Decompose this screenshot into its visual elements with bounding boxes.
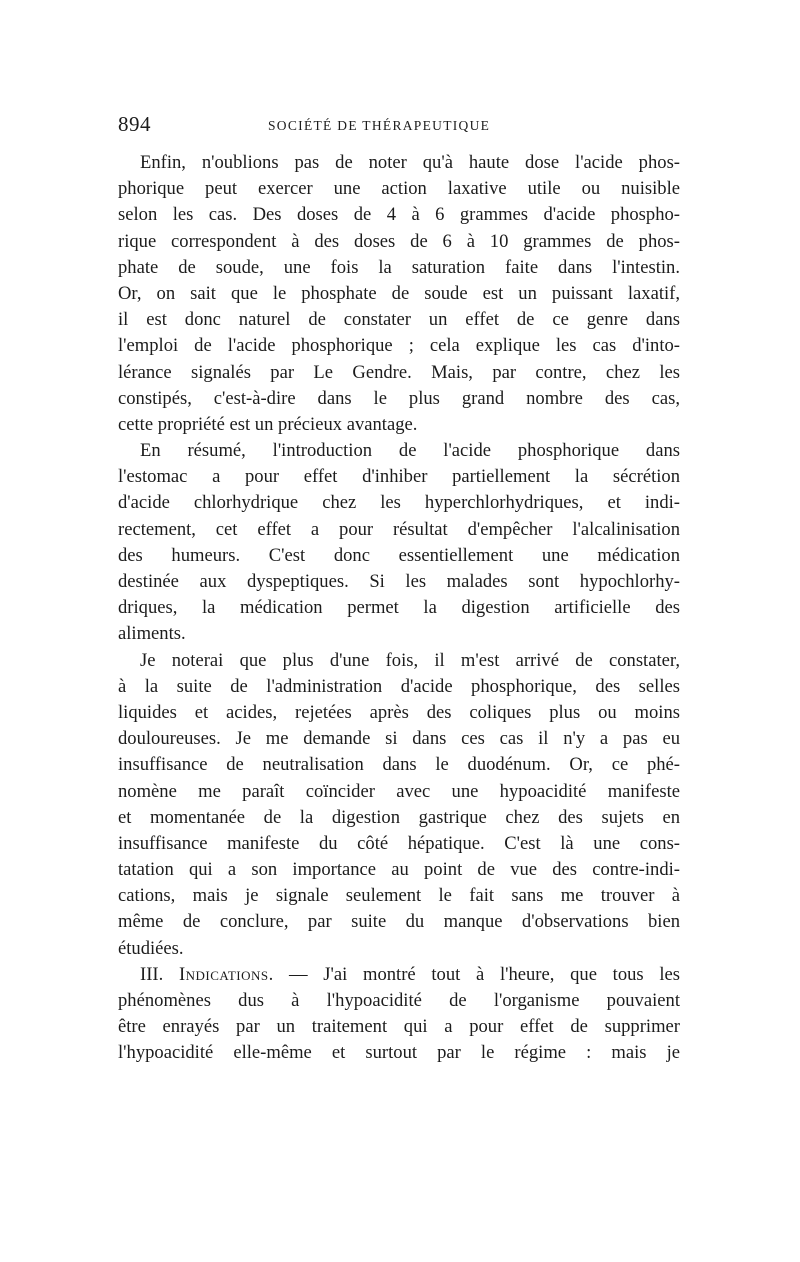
body-text — [118, 150, 680, 1067]
text-line: Enfin, n'oublions pas de noter qu'à haute dose l'acide phos- — [140, 152, 680, 173]
text-line: et momentanée de la digestion gastrique chez des sujets en — [118, 806, 680, 828]
running-head: SOCIÉTÉ DE THÉRAPEUTIQUE — [268, 118, 491, 133]
text-line: driques, la médication permet la digestion artificielle des — [118, 597, 680, 619]
text-line: Or, on sait que le phosphate de soude est un puissant laxatif, — [118, 282, 680, 304]
text-line: insuffisance manifeste du côté hépatique. C'est là une cons- — [118, 832, 680, 854]
text-line: constipés, c'est-à-dire dans le plus grand nombre des cas, — [118, 387, 680, 409]
text-line: même de conclure, par suite du manque d'observations bien — [118, 911, 680, 933]
text-line: rique correspondent à des doses de 6 à 10 grammes de phos- — [118, 230, 680, 252]
text-line: En résumé, l'introduction de l'acide phosphorique dans — [140, 440, 680, 462]
text-line: étudiées. — [118, 937, 184, 959]
text-line: à la suite de l'administration d'acide phosphorique, des selles — [118, 675, 680, 697]
text-line: phénomènes dus à l'hypoacidité de l'organisme pouvaient — [118, 990, 680, 1011]
text-line: des humeurs. C'est donc essentiellement une médication — [118, 544, 680, 566]
text-line: Je noterai que plus d'une fois, il m'est arrivé de constater, — [140, 649, 680, 671]
text-line: phorique peut exercer une action laxative utile ou nuisible — [118, 178, 680, 200]
text-line: il est donc naturel de constater un effet de ce genre dans — [118, 309, 680, 331]
text-line: selon les cas. Des doses de 4 à 6 grammes d'acide phospho- — [118, 204, 680, 226]
page-number: 894 — [118, 112, 151, 136]
text-line: douloureuses. Je me demande si dans ces cas il n'y a pas eu — [118, 728, 680, 750]
text-line: tatation qui a son importance au point de vue des contre-indi- — [118, 859, 680, 881]
text-line: III. Indications. — J'ai montré tout à l'heure, que tous les — [140, 963, 680, 985]
text-line: aliments. — [118, 623, 186, 645]
text-line: lérance signalés par Le Gendre. Mais, par contre, chez les — [118, 361, 680, 383]
text-line: l'emploi de l'acide phosphorique ; cela explique les cas d'into- — [118, 335, 680, 357]
text-line: destinée aux dyspeptiques. Si les malades sont hypochlorhy- — [118, 571, 680, 592]
text-line: l'estomac a pour effet d'inhiber partiellement la sécrétion — [118, 466, 680, 488]
text-line: phate de soude, une fois la saturation faite dans l'intestin. — [118, 256, 680, 278]
text-line: rectement, cet effet a pour résultat d'empêcher l'alcalinisation — [118, 518, 680, 540]
text-line: être enrayés par un traitement qui a pour effet de supprimer — [118, 1016, 680, 1038]
text-line: liquides et acides, rejetées après des coliques plus ou moins — [118, 701, 680, 723]
text-line: nomène me paraît coïncider avec une hypoacidité manifeste — [118, 780, 680, 802]
text-line: l'hypoacidité elle-même et surtout par le régime : mais je — [118, 1042, 680, 1064]
page-header — [118, 112, 680, 142]
text-line: cette propriété est un précieux avantage. — [118, 413, 418, 435]
text-line: cations, mais je signale seulement le fait sans me trouver à — [118, 885, 680, 907]
text-line: insuffisance de neutralisation dans le duodénum. Or, ce phé- — [118, 754, 680, 776]
text-line: d'acide chlorhydrique chez les hyperchlorhydriques, et indi- — [118, 492, 680, 514]
